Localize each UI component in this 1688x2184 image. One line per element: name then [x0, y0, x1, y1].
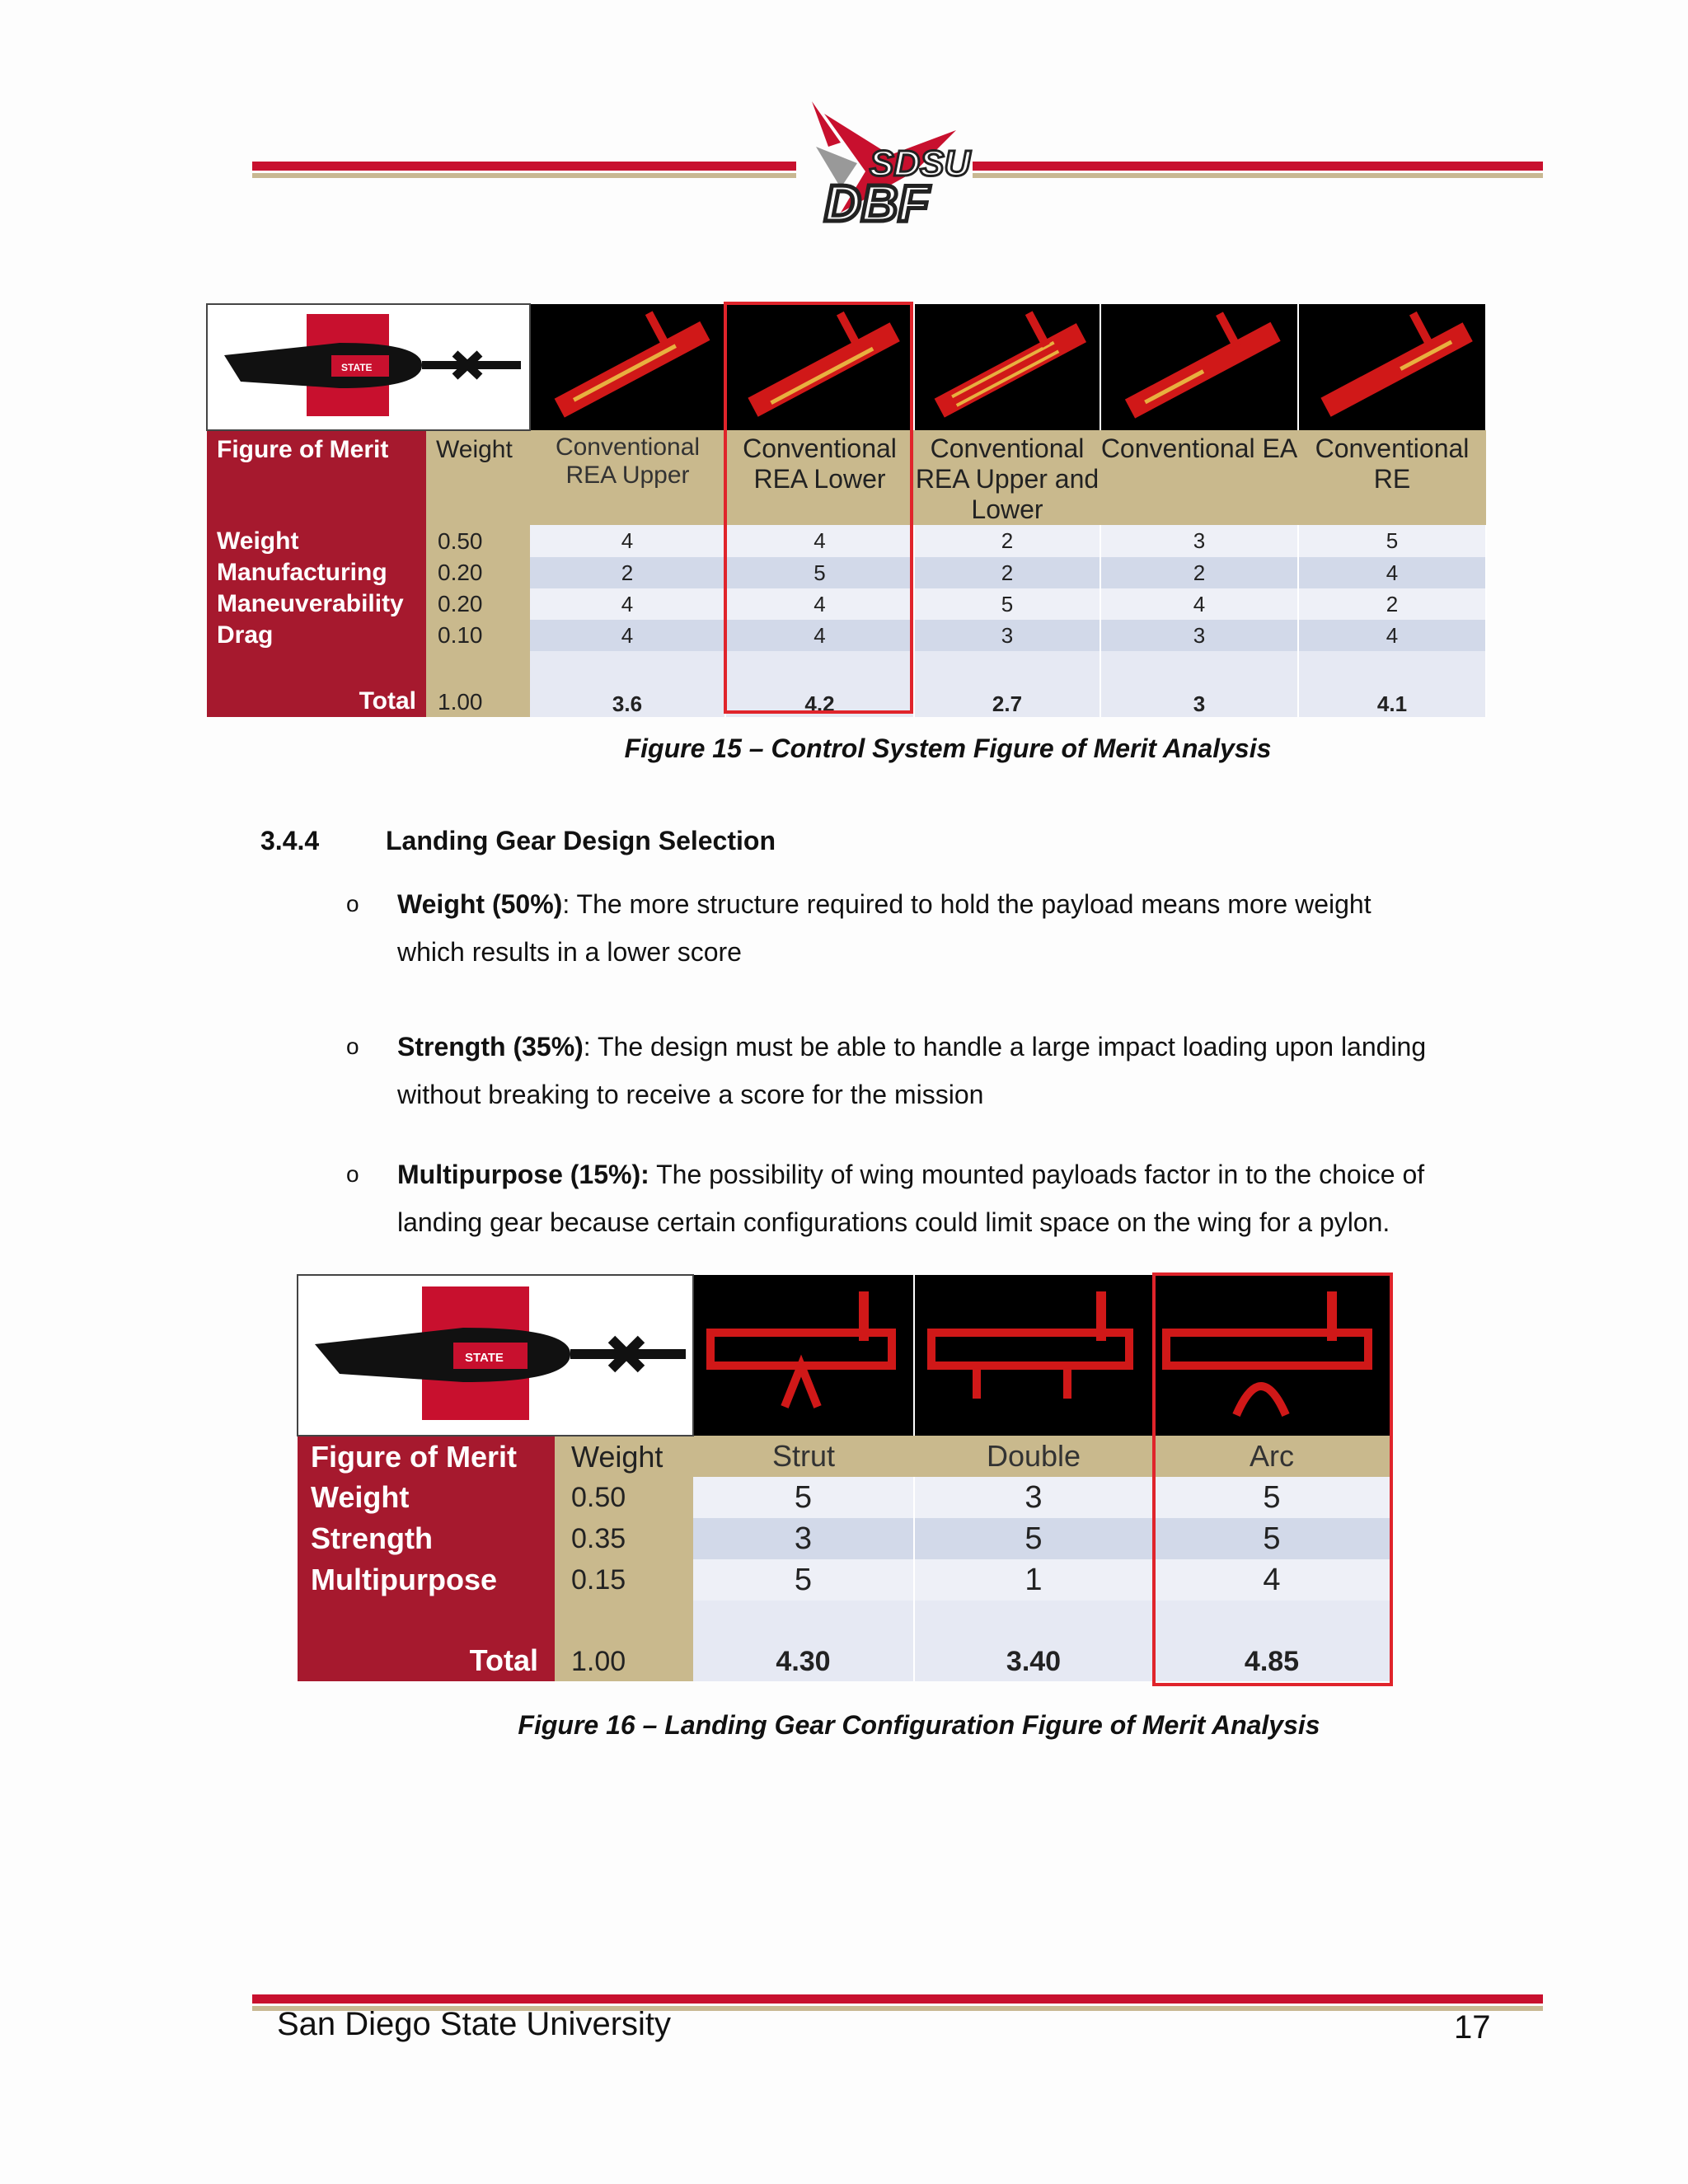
criterion-multipurpose [346, 1151, 1502, 1246]
score-cell: 4 [1298, 620, 1486, 651]
svg-text:STATE: STATE [465, 1351, 504, 1365]
footer-rule-red [252, 1994, 1543, 2004]
header-rule-tan-right [973, 173, 1543, 178]
sdsu-dbf-logo [791, 97, 981, 233]
row-weight: 0.50 [555, 1477, 693, 1518]
score-cell: 5 [914, 588, 1100, 620]
column-header: Conventional RE [1298, 430, 1486, 525]
total-weight: 1.00 [426, 651, 530, 717]
total-cell: 3 [1100, 651, 1298, 717]
sdsu-state-logo [298, 1275, 693, 1436]
bullet-mark: o [346, 891, 359, 916]
row-weight: 0.20 [426, 588, 530, 620]
row-label: Maneuverability [207, 588, 426, 620]
column-header: Strut [693, 1436, 914, 1477]
header-rule-tan-left [252, 173, 796, 178]
column-header: Double [914, 1436, 1153, 1477]
score-cell: 2 [914, 525, 1100, 557]
figure15-caption: Figure 15 – Control System Figure of Merit Analysis [624, 733, 1272, 763]
score-cell: 5 [725, 557, 914, 588]
row-label: Weight [298, 1477, 555, 1518]
score-cell: 4 [725, 588, 914, 620]
row-label: Strength [298, 1518, 555, 1559]
control-image-ea [1100, 304, 1298, 430]
score-cell: 2 [1100, 557, 1298, 588]
total-weight: 1.00 [555, 1601, 693, 1681]
criterion-text: : The more structure required to hold the payload means more weight [562, 889, 1372, 919]
criterion-weight [346, 880, 1502, 976]
selected-column-highlight [724, 302, 913, 714]
total-cell: 3.6 [530, 651, 725, 717]
score-cell: 5 [693, 1477, 914, 1518]
header-rule-red-left [252, 162, 796, 171]
column-header: Conventional REA Upper [530, 430, 725, 525]
row-weight: 0.15 [555, 1559, 693, 1601]
svg-text:STATE: STATE [341, 362, 373, 373]
weight-header: Weight [426, 430, 530, 525]
row-label: Multipurpose [298, 1559, 555, 1601]
total-cell: 3.40 [914, 1601, 1153, 1681]
total-cell: 4.30 [693, 1601, 914, 1681]
total-cell: 4.85 [1153, 1601, 1390, 1681]
score-cell: 5 [1153, 1477, 1390, 1518]
bullet-mark: o [346, 1033, 359, 1059]
score-cell: 5 [693, 1559, 914, 1601]
score-cell: 4 [530, 588, 725, 620]
row-weight: 0.20 [426, 557, 530, 588]
score-cell: 5 [1153, 1518, 1390, 1559]
score-cell: 4 [725, 525, 914, 557]
score-cell: 3 [914, 620, 1100, 651]
criterion-name: Weight (50%) [397, 889, 563, 919]
criterion-text-cont: landing gear because certain configurations could limit space on the wing for a pylon. [397, 1207, 1390, 1237]
total-label: Total [207, 651, 426, 717]
total-label: Total [298, 1601, 555, 1681]
figure16-caption: Figure 16 – Landing Gear Configuration Figure of Merit Analysis [518, 1710, 1320, 1740]
score-cell: 2 [530, 557, 725, 588]
svg-text:SDSU: SDSU [870, 143, 971, 184]
criterion-text-cont: which results in a lower score [397, 937, 742, 967]
selected-column-highlight [1152, 1272, 1393, 1686]
row-weight: 0.35 [555, 1518, 693, 1559]
row-label: Weight [207, 525, 426, 557]
score-cell: 5 [914, 1518, 1153, 1559]
total-cell: 4.1 [1298, 651, 1486, 717]
sdsu-state-logo [207, 304, 530, 430]
column-header: Conventional EA [1100, 430, 1298, 525]
column-header: Conventional REA Lower [725, 430, 914, 525]
landing-gear-image-double [914, 1275, 1153, 1436]
score-cell: 3 [1100, 525, 1298, 557]
score-cell: 1 [914, 1559, 1153, 1601]
column-header: Conventional REA Upper and Lower [914, 430, 1100, 525]
score-cell: 4 [530, 620, 725, 651]
control-image-rea-upper [530, 304, 725, 430]
score-cell: 4 [725, 620, 914, 651]
score-cell: 3 [1100, 620, 1298, 651]
weight-header: Weight [555, 1436, 693, 1477]
row-weight: 0.10 [426, 620, 530, 651]
criterion-name: Multipurpose (15%): [397, 1160, 649, 1189]
score-cell: 5 [1298, 525, 1486, 557]
fom-header: Figure of Merit [207, 430, 426, 525]
landing-gear-image-strut [693, 1275, 914, 1436]
score-cell: 4 [1153, 1559, 1390, 1601]
score-cell: 3 [914, 1477, 1153, 1518]
row-weight: 0.50 [426, 525, 530, 557]
footer-university: San Diego State University [277, 2006, 672, 2042]
control-image-re [1298, 304, 1486, 430]
header-rule-red-right [973, 162, 1543, 171]
score-cell: 2 [914, 557, 1100, 588]
score-cell: 3 [693, 1518, 914, 1559]
score-cell: 4 [1100, 588, 1298, 620]
score-cell: 4 [1298, 557, 1486, 588]
total-cell: 2.7 [914, 651, 1100, 717]
section-number: 3.4.4 [260, 826, 320, 855]
score-cell: 2 [1298, 588, 1486, 620]
criterion-text: : The design must be able to handle a large impact loading upon landing [583, 1032, 1427, 1062]
score-cell: 4 [530, 525, 725, 557]
bullet-mark: o [346, 1161, 359, 1187]
row-label: Drag [207, 620, 426, 651]
criterion-strength [346, 1023, 1502, 1118]
total-cell: 4.2 [725, 651, 914, 717]
fom-header: Figure of Merit [298, 1436, 555, 1477]
criterion-text-cont: without breaking to receive a score for the mission [397, 1080, 984, 1109]
control-image-rea-upper-lower [914, 304, 1100, 430]
column-header: Arc [1153, 1436, 1390, 1477]
svg-text:DBF: DBF [824, 176, 930, 232]
criterion-name: Strength (35%) [397, 1032, 584, 1062]
page-number: 17 [1454, 2009, 1491, 2046]
criterion-text: The possibility of wing mounted payloads factor in to the choice of [649, 1160, 1425, 1189]
section-title: Landing Gear Design Selection [386, 826, 776, 855]
row-label: Manufacturing [207, 557, 426, 588]
